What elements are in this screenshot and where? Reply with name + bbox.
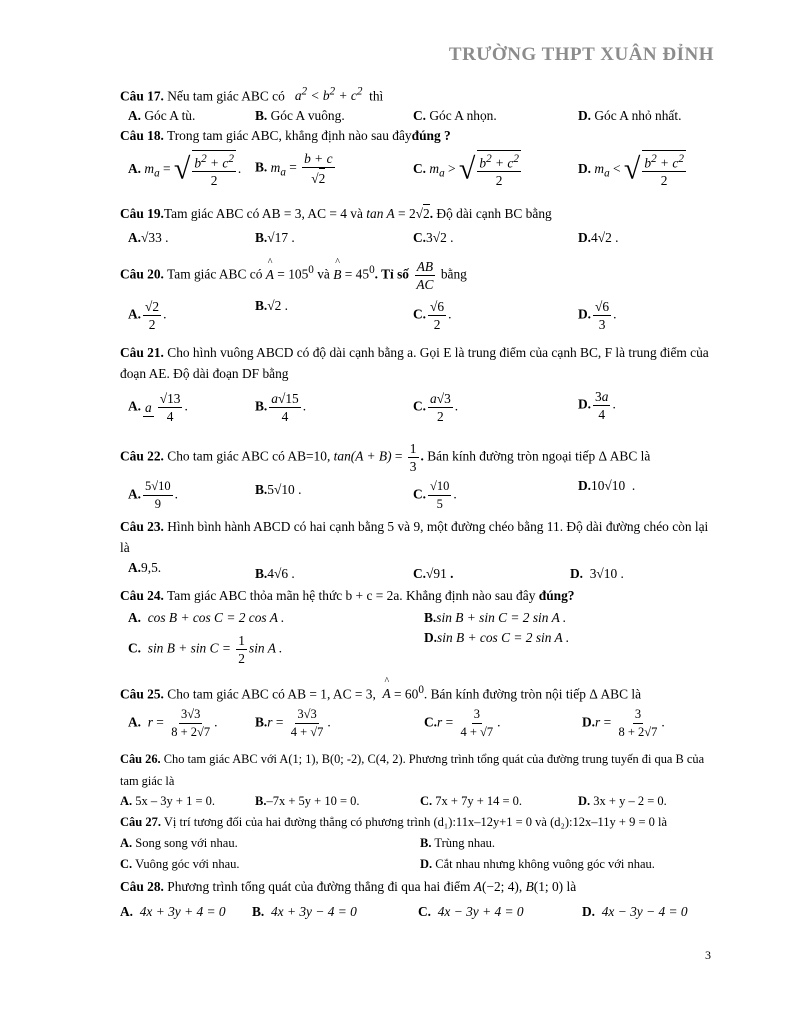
question-20: Câu 20. Tam giác ABC có ^ $A = 105^0$ và ^ $B = 45^0$. Tỉ số $\frac{AB}{AC}$ bằng <box>120 258 467 293</box>
option-a[interactable]: A. r = $\frac{3√3}{8 + 2√7}$ . <box>128 707 218 739</box>
option-b[interactable]: B.–7x + 5y + 10 = 0. <box>255 794 360 808</box>
option-b[interactable]: B.4√6 . <box>255 566 295 581</box>
option-b[interactable]: B.√17 . <box>255 230 295 245</box>
option-a[interactable]: A. $\frac{√2}{2}$ . <box>128 299 167 332</box>
option-a[interactable]: A.√33 . <box>128 230 169 245</box>
option-b[interactable]: B.sin B + sin C = 2 sin A . <box>424 610 567 625</box>
page-number: 3 <box>705 948 711 962</box>
option-d[interactable]: D.sin B + cos C = 2 sin A . <box>424 630 570 645</box>
question-23: Câu 23. Hình bình hành ABCD có hai cạnh bằng 5 và 9, một đường chéo bằng 11. Độ dài đường chéo còn lại là <box>120 519 709 555</box>
option-b[interactable]: B. $m_a$ = $\frac{b + c}{√2}$ <box>255 151 333 186</box>
option-b[interactable]: B. Trùng nhau. <box>420 836 496 850</box>
option-c[interactable]: C. 7x + 7y + 14 = 0. <box>420 794 523 808</box>
school-header: TRƯỜNG THPT XUÂN ĐỈNH <box>448 44 714 65</box>
option-c[interactable]: C. sin B + sin C = $\frac{1}{2}$ sin A . <box>128 633 283 666</box>
question-25: Câu 25. Cho tam giác ABC có AB = 1, AC = 3, ^ $A = 60^0$. Bán kính đường tròn nội tiếp Δ ABC là <box>120 684 641 702</box>
question-28: Câu 28. Phương trình tổng quát của đường thẳng đi qua hai điểm A(−2; 4), B(1; 0) là <box>120 879 577 894</box>
question-19: Câu 19.Tam giác ABC có AB = 3, AC = 4 và tan A = 2√2. Độ dài cạnh BC bằng <box>120 206 552 221</box>
option-c[interactable]: C. 4x − 3y + 4 = 0 <box>418 904 524 919</box>
option-b[interactable]: B. Góc A vuông. <box>255 108 345 123</box>
question-18: Câu 18. Trong tam giác ABC, khẳng định nào sau đâyđúng ? <box>120 128 451 143</box>
question-22: Câu 22. Cho tam giác ABC có AB=10, tan(A + B) = $\frac{1}{3}$ . Bán kính đường tròn ngoại tiếp Δ ABC là <box>120 441 651 474</box>
option-c[interactable]: C. $m_a$ > √ $\frac{b^2 + c^2}{2}$ <box>413 150 523 189</box>
option-c[interactable]: C.√91 . <box>413 566 454 581</box>
option-d[interactable]: D.4√2 . <box>578 230 619 245</box>
option-b[interactable]: B.√2 . <box>255 298 289 313</box>
option-a[interactable]: A. 5x – 3y + 1 = 0. <box>120 794 216 808</box>
question-21: Câu 21. Cho hình vuông ABCD có độ dài cạnh bằng a. Gọi E là trung điểm của cạnh BC, F là trung điểm của đoạn AE. Độ dài đoạn DF bằng <box>120 345 709 381</box>
option-c[interactable]: C. $\frac{√6}{2}$ . <box>413 299 452 332</box>
option-a[interactable]: A. $m_a$ = √ $\frac{b^2 + c^2}{2}$ . <box>128 150 241 189</box>
option-d[interactable]: D. $\frac{√6}{3}$ . <box>578 299 617 332</box>
option-b[interactable]: B.5√10 . <box>255 482 302 497</box>
option-a[interactable]: A.9,5. <box>128 560 162 575</box>
option-d[interactable]: D. Cắt nhau nhưng không vuông góc với nhau. <box>420 857 655 871</box>
question-26: Câu 26. Cho tam giác ABC với A(1; 1), B(0; -2), C(4, 2). Phương trình tổng quát của đường trung tuyến đi qua B của tam giác là <box>120 752 705 788</box>
question-17: Câu 17. Nếu tam giác ABC có $a^2 < b^2 + c^2$ thì <box>120 86 384 104</box>
question-27: Câu 27. Vị trí tương đối của hai đường thẳng có phương trình (d₁):11x–12y+1 = 0 và (d₂):12x–11y + 9 = 0 là <box>120 815 668 829</box>
option-b[interactable]: B.r = $\frac{3√3}{4 + √7}$ . <box>255 707 331 739</box>
option-d[interactable]: D. 4x − 3y − 4 = 0 <box>582 904 688 919</box>
option-a[interactable]: A. a $\frac{√13}{4}$ . <box>128 391 188 424</box>
option-d[interactable]: D. $m_a$ < √ $\frac{b^2 + c^2}{2}$ <box>578 150 688 189</box>
option-d[interactable]: D.r = $\frac{3}{8 + 2√7}$ . <box>582 707 665 739</box>
option-b[interactable]: B. $\frac{a√15}{4}$ . <box>255 391 307 424</box>
option-c[interactable]: C. $\frac{√10}{5}$ . <box>413 479 457 511</box>
option-a[interactable]: A. $\frac{5√10}{9}$ . <box>128 479 179 511</box>
option-c[interactable]: C.3√2 . <box>413 230 454 245</box>
option-c[interactable]: C. Góc A nhọn. <box>413 108 497 123</box>
option-a[interactable]: A. 4x + 3y + 4 = 0 <box>120 904 226 919</box>
option-c[interactable]: C.r = $\frac{3}{4 + √7}$ . <box>424 707 501 739</box>
question-24: Câu 24. Tam giác ABC thỏa mãn hệ thức b + c = 2a. Khẳng định nào sau đây đúng? <box>120 588 575 603</box>
option-a[interactable]: A. Song song với nhau. <box>120 836 238 850</box>
option-d[interactable]: D. 3x + y – 2 = 0. <box>578 794 667 808</box>
option-a[interactable]: A. cos B + cos C = 2 cos A . <box>128 610 285 625</box>
option-d[interactable]: D. Góc A nhỏ nhất. <box>578 108 682 123</box>
option-c[interactable]: C. Vuông góc với nhau. <box>120 857 240 871</box>
option-c[interactable]: C. $\frac{a√3}{2}$ . <box>413 391 459 424</box>
formula: $a^2 < b^2 + c^2$ <box>288 86 363 104</box>
option-d[interactable]: D. $\frac{3a}{4}$ . <box>578 389 616 422</box>
option-b[interactable]: B. 4x + 3y − 4 = 0 <box>252 904 357 919</box>
option-a[interactable]: A. Góc A tù. <box>128 108 196 123</box>
option-d[interactable]: D.10√10 . <box>578 478 636 493</box>
option-d[interactable]: D. 3√10 . <box>570 566 624 581</box>
